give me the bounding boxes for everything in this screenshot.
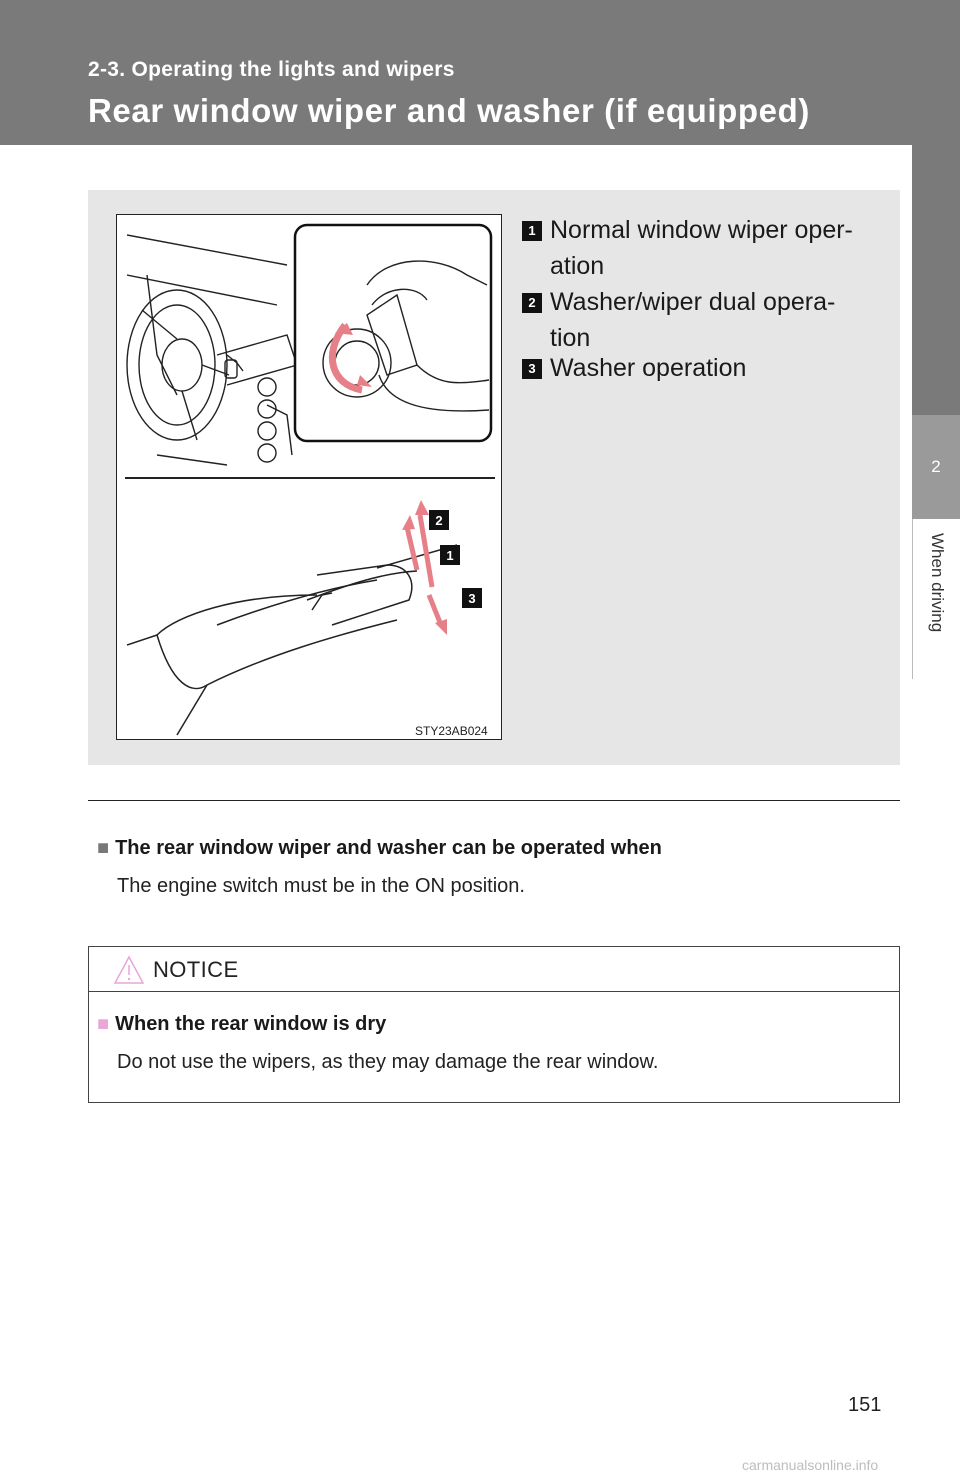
section-divider (88, 800, 900, 801)
legend-number: 1 (522, 221, 542, 241)
svg-text:2: 2 (435, 513, 443, 528)
legend-text: Washer/wiper dual opera- tion (550, 288, 836, 352)
side-tab-top (912, 145, 960, 415)
notice-body: Do not use the wipers, as they may damage the rear window. (117, 1051, 659, 1073)
callout-1 (440, 545, 460, 565)
watermark: carmanualsonline.info (742, 1457, 879, 1473)
callout-2 (429, 510, 449, 530)
square-bullet-icon: ■ (97, 1013, 110, 1035)
square-bullet-icon: ■ (97, 837, 110, 859)
legend-number: 3 (522, 359, 542, 379)
warning-triangle-icon (113, 955, 145, 985)
legend-text: Washer operation (550, 354, 747, 382)
page-title: Rear window wiper and washer (if equipped) (88, 92, 810, 129)
wiper-lever-drawing (117, 215, 501, 739)
chapter-number-tab[interactable]: 2 (912, 415, 960, 519)
page-number: 151 (848, 1394, 882, 1416)
notice-label: NOTICE (153, 957, 239, 982)
svg-text:3: 3 (468, 591, 476, 606)
legend-text: Normal window wiper oper- ation (550, 216, 853, 280)
callout-3 (462, 588, 482, 608)
legend-number: 2 (522, 293, 542, 313)
section-heading: 2-3. Operating the lights and wipers (88, 58, 455, 81)
notice-subheading: ■ When the rear window is dry (97, 1013, 387, 1035)
notice-box (88, 946, 900, 1103)
note-body: The engine switch must be in the ON position. (117, 875, 525, 897)
legend-item-2 (522, 284, 835, 356)
svg-text:1: 1 (446, 548, 454, 563)
chapter-label: When driving (928, 533, 947, 633)
legend-item-1 (522, 212, 853, 284)
legend-item-3 (522, 350, 746, 386)
note-heading: ■ The rear window wiper and washer can be operated when (97, 837, 662, 859)
wiper-lever-illustration (116, 214, 502, 740)
chapter-label-tab[interactable] (912, 519, 960, 679)
notice-divider (89, 991, 899, 992)
illustration-code: STY23AB024 (415, 724, 488, 738)
page-header (0, 0, 960, 145)
